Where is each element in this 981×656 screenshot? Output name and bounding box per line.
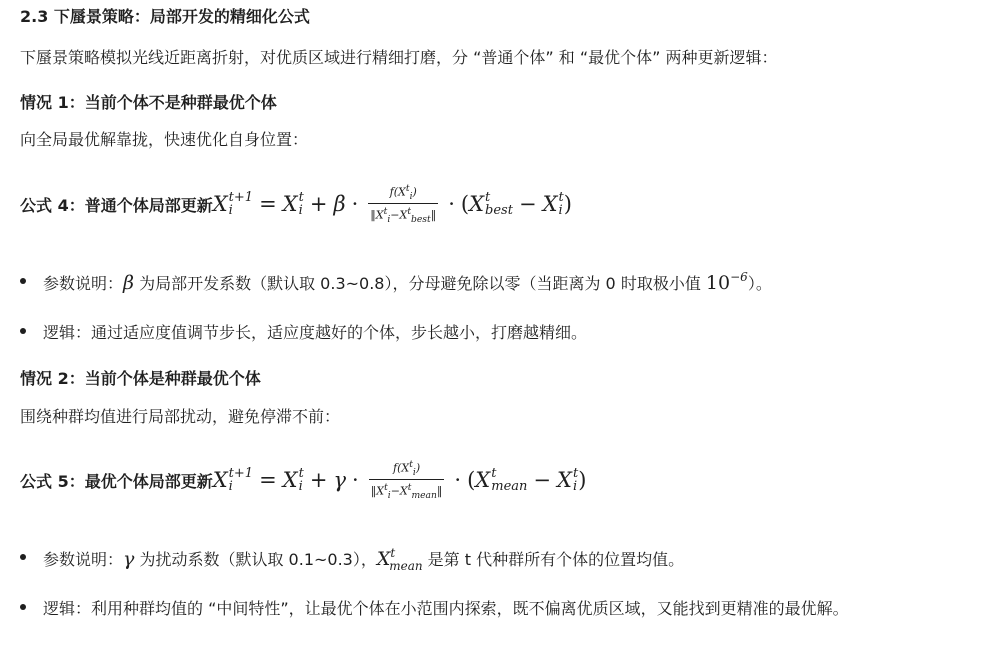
case1-title: 情况 1：当前个体不是种群最优个体 [20, 93, 277, 112]
min-value: $10^{-6}$ [705, 270, 748, 294]
case1-logic-text: 逻辑：通过适应度值调节步长，适应度越好的个体，步长越小，打磨越精细。 [43, 323, 588, 342]
case2-desc: 围绕种群均值进行局部扰动，避免停滞不前： [20, 407, 341, 426]
formula-4-math: X t+1 i = X t i + β · $\frac{f(X^t_i)}{‖X^t_i-X^t_{best}‖}$ · ( X t best − X t i ) [212, 183, 572, 225]
formula-4-label: 公式 4：普通个体局部更新 [20, 195, 213, 215]
formula-4-fraction: $\frac{f(X^t_i)}{‖X^t_i-X^t_{best}‖}$ [370, 183, 437, 225]
bullet-dot-icon [20, 278, 26, 284]
param-end: 是第 t 代种群所有个体的位置均值。 [422, 550, 685, 569]
case2-logic-text: 逻辑：利用种群均值的 “中间特性”，让最优个体在小范围内探索，既不偏离优质区域，又能找到更精准的最优解。 [43, 599, 849, 618]
param-label: 参数说明： [43, 550, 124, 569]
formula-5-fraction: $\frac{f(X^t_i)}{‖X^t_i-X^t_{mean}‖}$ [370, 459, 443, 501]
param-end: ）。 [747, 274, 772, 293]
formula-4 [20, 180, 572, 228]
param-desc: 为扰动系数（默认取 0.1~0.3）， [134, 550, 377, 569]
beta-symbol: β [123, 272, 134, 294]
case1-desc: 向全局最优解靠拢，快速优化自身位置： [20, 130, 309, 149]
x-mean-symbol: $X^t_{mean}$ [376, 546, 423, 573]
formula-5 [20, 456, 586, 504]
bullet-dot-icon [20, 328, 26, 334]
param-desc: 为局部开发系数（默认取 0.3~0.8），分母避免除以零（当距离为 0 时取极小值 [134, 274, 706, 293]
case2-title: 情况 2：当前个体是种群最优个体 [20, 369, 261, 388]
bullet-dot-icon [20, 604, 26, 610]
formula-5-math: X t+1 i = X t i + γ · $\frac{f(X^t_i)}{‖X^t_i-X^t_{mean}‖}$ · ( X t mean − X t i ) [212, 459, 587, 501]
section-heading: 2.3 下蜃景策略：局部开发的精细化公式 [20, 7, 310, 26]
param-label: 参数说明： [43, 274, 124, 293]
bullet-dot-icon [20, 554, 26, 560]
formula-5-label: 公式 5：最优个体局部更新 [20, 471, 213, 491]
section-intro: 下蜃景策略模拟光线近距离折射，对优质区域进行精细打磨，分 “普通个体” 和 “最优个体” 两种更新逻辑： [20, 48, 778, 67]
gamma-symbol: γ [123, 548, 135, 570]
